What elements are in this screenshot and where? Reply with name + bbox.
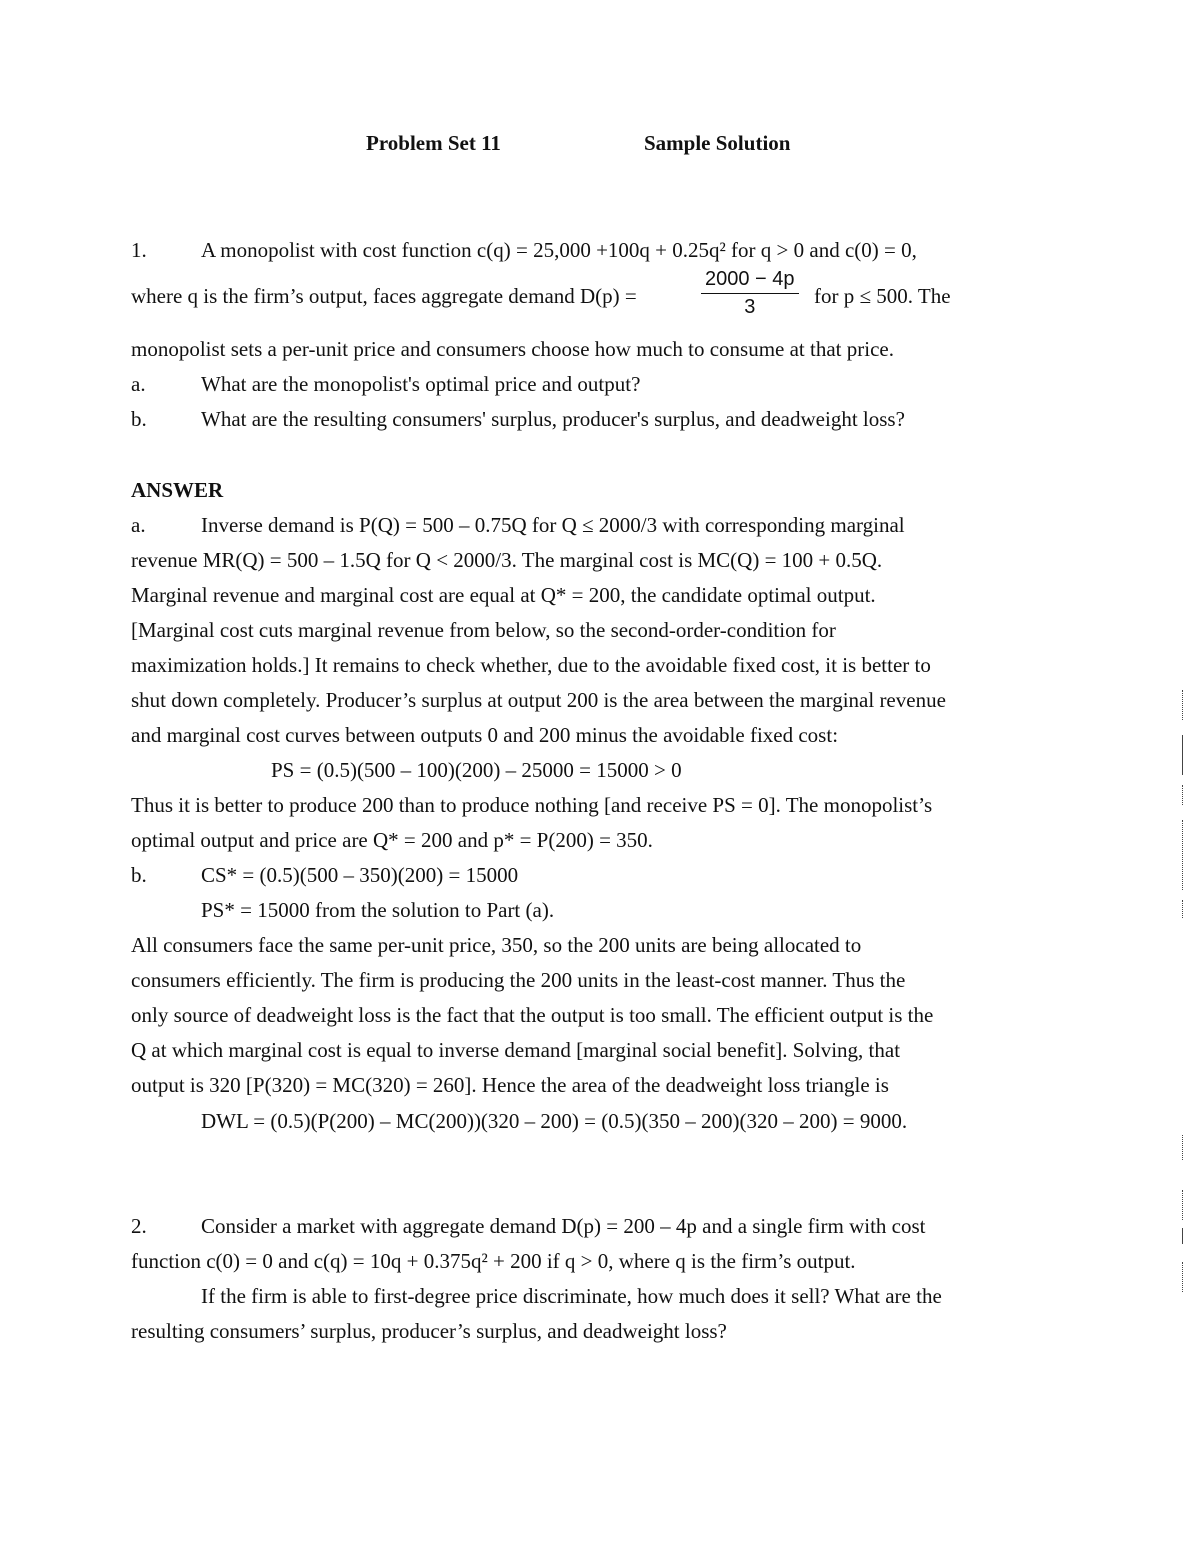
answer-a-line-9: optimal output and price are Q* = 200 and p* = P(200) = 350. <box>131 828 653 852</box>
margin-scan-mark <box>1182 1190 1183 1220</box>
margin-scan-mark <box>1182 900 1183 918</box>
answer-a-line-1: Inverse demand is P(Q) = 500 – 0.75Q for Q ≤ 2000/3 with corresponding marginal <box>201 513 905 537</box>
margin-scan-mark <box>1182 785 1183 805</box>
answer-b-line-5: output is 320 [P(320) = MC(320) = 260]. Hence the area of the deadweight loss triangle is <box>131 1073 889 1097</box>
problem-2-number: 2. <box>131 1214 147 1238</box>
problem-2-line-2: function c(0) = 0 and c(q) = 10q + 0.375q² + 200 if q > 0, where q is the firm’s output. <box>131 1249 856 1273</box>
answer-b-formula-ps: PS* = 15000 from the solution to Part (a). <box>201 898 555 922</box>
answer-heading: ANSWER <box>131 478 224 502</box>
margin-scan-mark <box>1182 1228 1183 1244</box>
problem-2-line-4: resulting consumers’ surplus, producer’s surplus, and deadweight loss? <box>131 1319 727 1343</box>
title-problem-set: Problem Set 11 <box>366 131 501 155</box>
answer-a-formula-ps: PS = (0.5)(500 – 100)(200) – 25000 = 15000 > 0 <box>271 758 682 782</box>
answer-b-line-4: Q at which marginal cost is equal to inverse demand [marginal social benefit]. Solving, that <box>131 1038 901 1062</box>
problem-1-line-2-start: where q is the firm’s output, faces aggregate demand D(p) = <box>131 284 637 308</box>
fraction-numerator: 2000 − 4p <box>701 268 799 294</box>
title-sample-solution: Sample Solution <box>644 131 791 155</box>
problem-1-line-1: A monopolist with cost function c(q) = 25,000 +100q + 0.25q² for q > 0 and c(0) = 0, <box>201 238 917 262</box>
answer-a-line-6: shut down completely. Producer’s surplus at output 200 is the area between the marginal revenue <box>131 688 946 712</box>
margin-scan-mark <box>1182 820 1183 890</box>
problem-2-line-1: Consider a market with aggregate demand D(p) = 200 – 4p and a single firm with cost <box>201 1214 926 1238</box>
problem-1-line-3: monopolist sets a per-unit price and consumers choose how much to consume at that price. <box>131 337 894 361</box>
problem-1-part-a-label: a. <box>131 372 146 396</box>
fraction-denominator: 3 <box>744 296 756 318</box>
answer-b-line-2: consumers efficiently. The firm is producing the 200 units in the least-cost manner. Thus the <box>131 968 906 992</box>
answer-a-line-3: Marginal revenue and marginal cost are equal at Q* = 200, the candidate optimal output. <box>131 583 876 607</box>
answer-a-line-7: and marginal cost curves between outputs 0 and 200 minus the avoidable fixed cost: <box>131 723 839 747</box>
answer-b-line-1: All consumers face the same per-unit price, 350, so the 200 units are being allocated to <box>131 933 862 957</box>
problem-2-line-3: If the firm is able to first-degree price discriminate, how much does it sell? What are the <box>201 1284 942 1308</box>
problem-1-part-a-text: What are the monopolist's optimal price and output? <box>201 372 641 396</box>
answer-b-label: b. <box>131 863 147 887</box>
answer-b-formula-cs: CS* = (0.5)(500 – 350)(200) = 15000 <box>201 863 519 887</box>
answer-a-line-4: [Marginal cost cuts marginal revenue from below, so the second-order-condition for <box>131 618 836 642</box>
answer-a-line-5: maximization holds.] It remains to check whether, due to the avoidable fixed cost, it is better to <box>131 653 931 677</box>
answer-b-formula-dwl: DWL = (0.5)(P(200) – MC(200))(320 – 200) = (0.5)(350 – 200)(320 – 200) = 9000. <box>201 1109 908 1133</box>
answer-a-label: a. <box>131 513 146 537</box>
margin-scan-mark <box>1182 1135 1183 1160</box>
answer-b-line-3: only source of deadweight loss is the fact that the output is too small. The efficient output is the <box>131 1003 934 1027</box>
problem-1-part-b-label: b. <box>131 407 147 431</box>
problem-1-line-2-end: for p ≤ 500. The <box>814 284 951 308</box>
margin-scan-mark <box>1182 690 1183 720</box>
margin-scan-mark <box>1182 735 1183 775</box>
demand-fraction <box>701 268 799 319</box>
problem-1-number: 1. <box>131 238 147 262</box>
answer-a-line-8: Thus it is better to produce 200 than to produce nothing [and receive PS = 0]. The monopolist’s <box>131 793 933 817</box>
problem-1-part-b-text: What are the resulting consumers' surplus, producer's surplus, and deadweight loss? <box>201 407 905 431</box>
margin-scan-mark <box>1182 1262 1183 1292</box>
answer-a-line-2: revenue MR(Q) = 500 – 1.5Q for Q < 2000/3. The marginal cost is MC(Q) = 100 + 0.5Q. <box>131 548 883 572</box>
